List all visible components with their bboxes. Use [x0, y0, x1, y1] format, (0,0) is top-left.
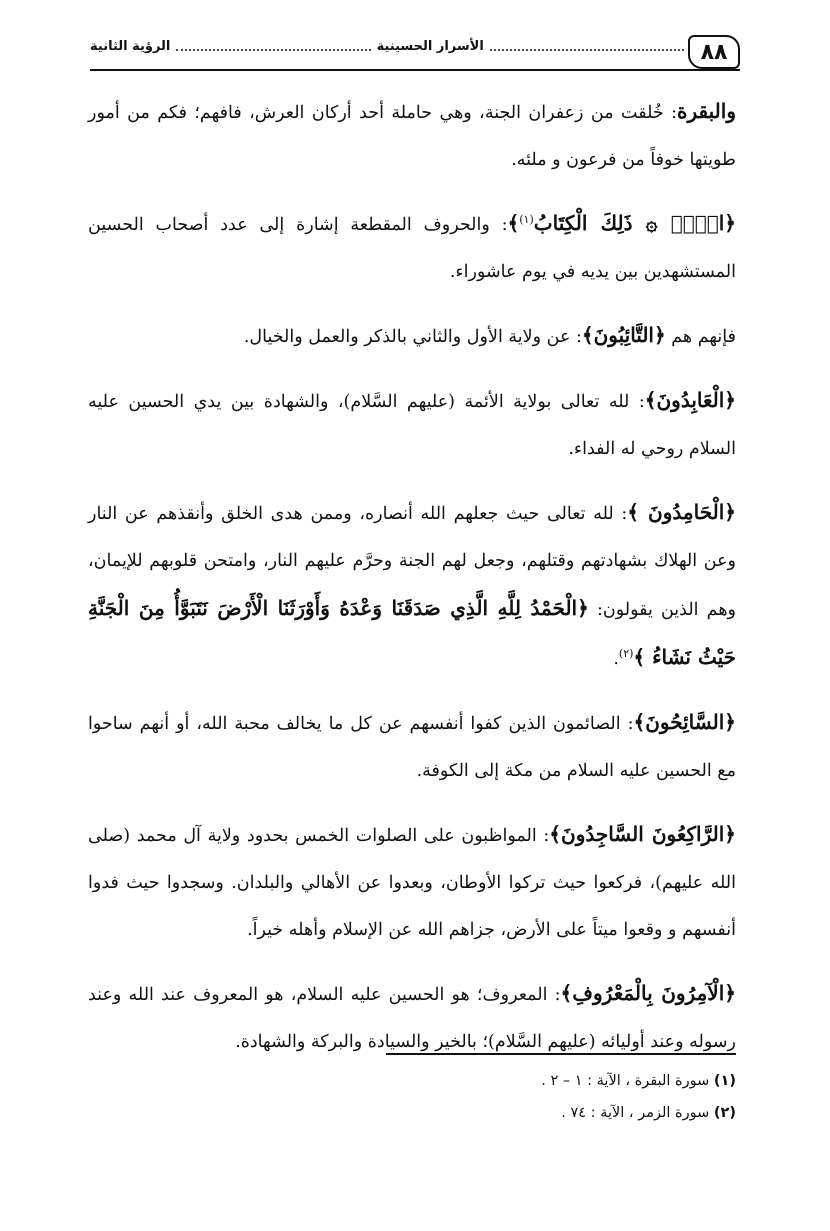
paragraph-text: : لله تعالى حيث جعلهم الله أنصاره، وممن هدى الخلق وأنقذهم عن النار وعن الهلاك بشهادتهم وقتلهم، وجعل لهم الجنة وحرَّم عليهم النار، وامتحن قلوبهم للإيمان، وهم الذين يقولون:	[88, 504, 736, 620]
footnote-item	[88, 1100, 736, 1126]
quran-quote: ﴿السَّائِحُونَ﴾	[633, 710, 736, 734]
footnote-text: سورة البقرة ، الآية : ١ – ٢ .	[541, 1073, 714, 1089]
paragraph-text: : خُلقت من زعفران الجنة، وهي حاملة أحد أركان العرش، فافهم؛ فكم من أمور طويتها خوفاً من فرعون و ملئه.	[88, 103, 736, 170]
paragraph-prefix: فإنهم هم	[665, 327, 736, 347]
paragraph-taibun	[88, 312, 736, 361]
paragraph-lead: والبقرة	[677, 99, 736, 123]
quran-quote-close: ﴾	[507, 211, 520, 235]
header-leader-dots	[490, 49, 684, 51]
footnotes	[88, 1068, 736, 1132]
footnote-separator	[386, 1053, 736, 1055]
chapter-title: الرؤية الثانية	[90, 39, 171, 54]
header-rule	[90, 69, 740, 71]
quran-quote: ﴿الْحَامِدُونَ ﴾	[627, 500, 736, 524]
quran-quote: ﴿الْعَابِدُونَ﴾	[644, 388, 736, 412]
paragraph-abidun	[88, 377, 736, 473]
paragraph-text: : الصائمون الذين كفوا أنفسهم عن كل ما يخالف محبة الله، أو أنهم ساحوا مع الحسين عليه السلام من مكة إلى الكوفة.	[88, 714, 736, 781]
footnote-text: سورة الزمر ، الآية : ٧٤ .	[561, 1105, 714, 1121]
paragraph-amirun	[88, 970, 736, 1066]
book-title: الأسرار الحسينية	[376, 39, 484, 54]
paragraph-rakiun	[88, 811, 736, 954]
footnote-ref: (٢)	[618, 647, 634, 661]
quran-quote: ﴿التَّائِبُونَ﴾	[581, 323, 666, 347]
footnote-ref: (١)	[519, 213, 534, 227]
paragraph-hamidun	[88, 489, 736, 683]
paragraph-baqara	[88, 88, 736, 184]
paragraph-text: : المعروف؛ هو الحسين عليه السلام، هو المعروف عند الله وعند رسوله وعند أوليائه (عليهم السَّلام)؛ بالخير والسيادة والبركة والشهادة.	[88, 985, 736, 1052]
header-leader-dots	[176, 49, 370, 51]
paragraph-text: : والحروف المقطعة إشارة إلى عدد أصحاب الحسين المستشهدين بين يديه في يوم عاشوراء.	[88, 215, 736, 282]
running-header	[90, 33, 740, 71]
paragraph-saihun	[88, 699, 736, 795]
page-number: ٨٨	[688, 35, 740, 69]
footnote-item	[88, 1068, 736, 1094]
quran-quote: ﴿الْآمِرُونَ بِالْمَعْرُوفِ﴾	[560, 981, 736, 1005]
quran-quote: ﴿الۤمۤ ۞ ذَلِكَ الْكِتَابُ	[533, 211, 736, 235]
footnote-mark: (١)	[713, 1073, 736, 1089]
paragraph-tail: .	[613, 649, 619, 669]
paragraph-alif-lam-mim	[88, 200, 736, 296]
paragraph-text: : لله تعالى بولاية الأئمة (عليهم السَّلام)، والشهادة بين يدي الحسين عليه السلام روحي له الفداء.	[88, 392, 736, 459]
footnote-mark: (٢)	[713, 1105, 736, 1121]
quran-quote-2: ﴿الْحَمْدُ لِلَّهِ الَّذِي صَدَقَنَا وَعْدَهُ وَأَوْرَثَنَا الْأَرْضَ نَتَبَوَّأُ مِنَ الْجَنَّةِ حَيْثُ نَشَاءُ ﴾	[88, 596, 736, 669]
quran-quote: ﴿الرَّاكِعُونَ السَّاجِدُونَ﴾	[549, 822, 736, 846]
paragraph-text: : عن ولاية الأول والثاني بالذكر والعمل والخيال.	[243, 327, 582, 347]
paragraph-text: : المواظبون على الصلوات الخمس بحدود ولاية آل محمد (صلى الله عليهم)، فركعوا حيث تركوا الأوطان، وبعدوا عن الأهالي والبلدان. وسجدوا حيث فدوا أنفسهم و وقعوا ميتاً على الأرض، جزاهم الله عن الإسلام وأهله خيراً.	[88, 826, 736, 940]
header-titles	[90, 39, 684, 54]
main-text	[88, 88, 736, 1082]
